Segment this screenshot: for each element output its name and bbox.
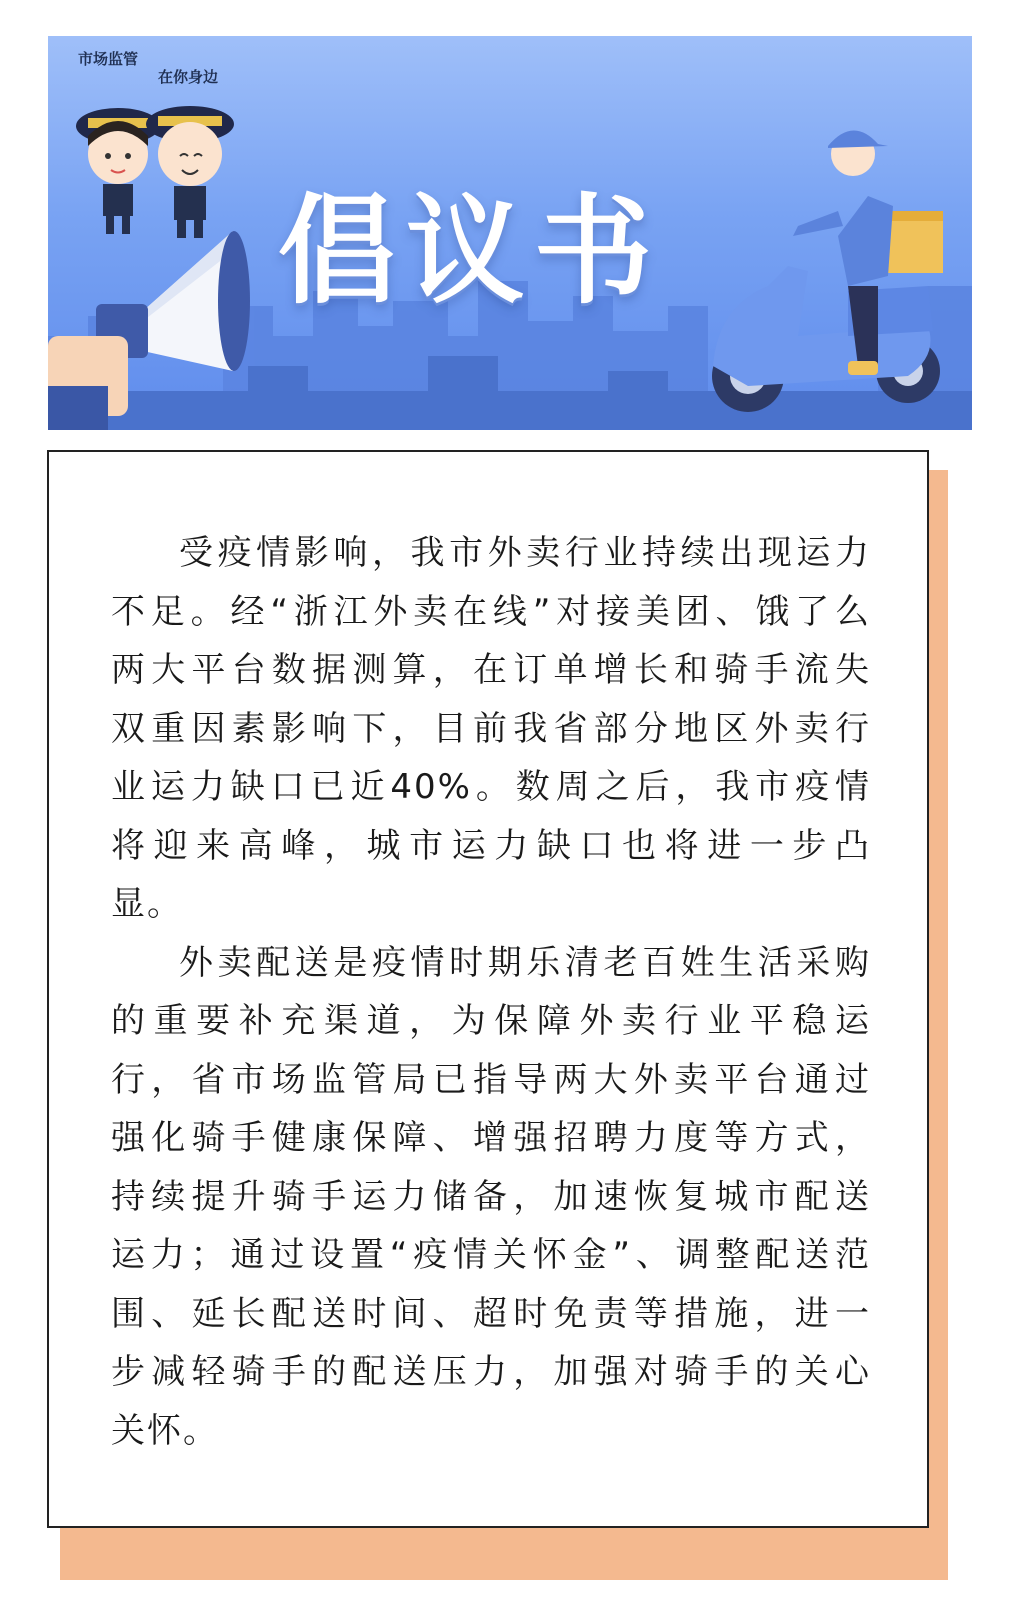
text-line: 运力；通过设置“疫情关怀金”、调整配送范: [111, 1235, 871, 1275]
slogan-line-2: 在你身边: [158, 68, 219, 86]
text-line: 持续提升骑手运力储备，加速恢复城市配送: [111, 1176, 871, 1217]
text-line: 关怀。: [111, 1410, 219, 1451]
delivery-rider: [712, 130, 943, 412]
paragraph-1: [111, 524, 871, 934]
text-line: 双重因素影响下，目前我省部分地区外卖行: [111, 708, 871, 749]
article-body: [111, 524, 871, 1460]
text-line: 强化骑手健康保障、增强招聘力度等方式，: [111, 1118, 871, 1158]
text-line: 不足。经“浙江外卖在线”对接美团、饿了么: [111, 591, 871, 632]
text-line: 的重要补充渠道，为保障外卖行业平稳运: [111, 1001, 871, 1041]
text-line: 业运力缺口已近40%。数周之后，我市疫情: [111, 767, 871, 807]
banner-title: 倡议书: [278, 182, 663, 320]
text-line: 两大平台数据测算，在订单增长和骑手流失: [111, 650, 871, 690]
text-line: 外卖配送是疫情时期乐清老百姓生活采购: [179, 942, 871, 983]
officer-mascots: [76, 106, 234, 238]
article-card: [47, 450, 929, 1528]
text-line: 围、延长配送时间、超时免责等措施，进一: [111, 1293, 871, 1334]
text-line: 受疫情影响，我市外卖行业持续出现运力: [179, 533, 871, 573]
slogan-line-1: 市场监管: [78, 50, 139, 68]
header-banner: [48, 36, 972, 430]
text-line: 步减轻骑手的配送压力，加强对骑手的关心: [111, 1352, 871, 1392]
text-line: 行，省市场监管局已指导两大外卖平台通过: [111, 1059, 871, 1100]
text-line: 显。: [111, 884, 183, 924]
paragraph-2: [111, 934, 871, 1461]
text-line: 将迎来高峰，城市运力缺口也将进一步凸: [111, 825, 871, 866]
